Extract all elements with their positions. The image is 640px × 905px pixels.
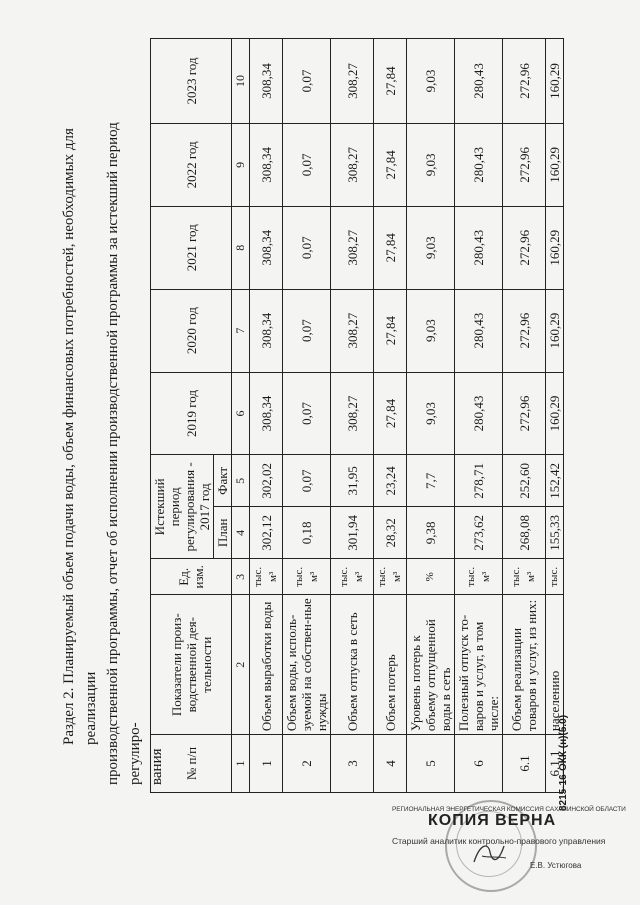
column-number-row (232, 39, 250, 793)
row-plan: 0,18 (283, 507, 331, 559)
heading-line-2: производственной программы, отчет об исполнении производственной программы за истекший период регулиро- (105, 122, 143, 785)
row-2023: 27,84 (374, 39, 407, 124)
row-number: 5 (407, 735, 455, 793)
row-fact: 252,60 (503, 455, 546, 507)
row-fact: 152,42 (546, 455, 564, 507)
column-number: 9 (232, 123, 250, 206)
row-2019: 308,34 (250, 372, 283, 455)
column-number: 6 (232, 372, 250, 455)
row-number: 6 (455, 735, 503, 793)
table-body (250, 39, 564, 793)
row-plan: 9,38 (407, 507, 455, 559)
stamp-position: Старший аналитик контрольно-правового управления (392, 836, 606, 846)
stamp-organization: РЕГИОНАЛЬНАЯ ЭНЕРГЕТИЧЕСКАЯ КОМИССИЯ САХАЛИНСКОЙ ОБЛАСТИ (392, 806, 626, 813)
table-row (283, 39, 331, 793)
row-2022: 0,07 (283, 123, 331, 206)
heading-line-3: вания (149, 748, 165, 785)
row-unit: тыс. м³ (455, 559, 503, 595)
row-plan: 302,12 (250, 507, 283, 559)
row-2021: 160,29 (546, 206, 564, 289)
row-2019: 0,07 (283, 372, 331, 455)
header-indicator: Показатели произ-водственной дея-тельности (151, 595, 232, 735)
row-2020: 308,34 (250, 289, 283, 372)
row-2023: 9,03 (407, 39, 455, 124)
row-fact: 31,95 (331, 455, 374, 507)
row-2023: 0,07 (283, 39, 331, 124)
header-num: № п/п (151, 735, 232, 793)
row-indicator: Полезный отпуск то-варов и услуг, в том числе: (455, 595, 503, 735)
header-2021: 2021 год (151, 206, 232, 289)
row-number: 4 (374, 735, 407, 793)
table-row (546, 39, 564, 793)
column-number: 5 (232, 455, 250, 507)
row-2022: 280,43 (455, 123, 503, 206)
row-indicator: Объем отпуска в сеть (331, 595, 374, 735)
row-2022: 308,34 (250, 123, 283, 206)
row-fact: 23,24 (374, 455, 407, 507)
production-table (150, 38, 564, 793)
row-2020: 308,27 (331, 289, 374, 372)
header-fact: Факт (214, 455, 232, 507)
column-number: 1 (232, 735, 250, 793)
row-indicator: Объем воды, исполь-зуемой на собствен-ные нужды (283, 595, 331, 735)
row-number: 6.1 (503, 735, 546, 793)
header-row (151, 39, 214, 793)
row-unit: % (407, 559, 455, 595)
row-fact: 278,71 (455, 455, 503, 507)
header-2022: 2022 год (151, 123, 232, 206)
header-2019: 2019 год (151, 372, 232, 455)
row-2023: 272,96 (503, 39, 546, 124)
row-unit: тыс. м³ (374, 559, 407, 595)
row-indicator: Объем реализации товаров и услуг, из них: (503, 595, 546, 735)
row-fact: 0,07 (283, 455, 331, 507)
row-2021: 27,84 (374, 206, 407, 289)
row-plan: 268,08 (503, 507, 546, 559)
row-unit: тыс. м³ (250, 559, 283, 595)
row-2019: 308,27 (331, 372, 374, 455)
row-2020: 9,03 (407, 289, 455, 372)
row-2022: 27,84 (374, 123, 407, 206)
row-unit: тыс. (546, 559, 564, 595)
row-2021: 0,07 (283, 206, 331, 289)
row-2019: 27,84 (374, 372, 407, 455)
header-2020: 2020 год (151, 289, 232, 372)
row-2021: 308,34 (250, 206, 283, 289)
heading-line-1: Раздел 2. Планируемый объем подачи воды, объем финансовых потребностей, необходимых для реализации (61, 128, 99, 745)
header-unit: Ед. изм. (151, 559, 232, 595)
row-number: 1 (250, 735, 283, 793)
table-row (503, 39, 546, 793)
row-plan: 28,32 (374, 507, 407, 559)
table-row (407, 39, 455, 793)
document-code: 8215-16-ОКК (н)(5.0) (558, 714, 569, 811)
row-2021: 280,43 (455, 206, 503, 289)
column-number: 7 (232, 289, 250, 372)
row-indicator: Объем выработки воды (250, 595, 283, 735)
column-number: 2 (232, 595, 250, 735)
row-indicator: населению (546, 595, 564, 735)
table-row (331, 39, 374, 793)
row-2023: 280,43 (455, 39, 503, 124)
row-2019: 272,96 (503, 372, 546, 455)
row-2019: 160,29 (546, 372, 564, 455)
row-unit: тыс. м³ (503, 559, 546, 595)
row-2020: 272,96 (503, 289, 546, 372)
row-2023: 308,27 (331, 39, 374, 124)
stamp-copy-verified: КОПИЯ ВЕРНА (428, 812, 557, 829)
column-number: 8 (232, 206, 250, 289)
row-2019: 280,43 (455, 372, 503, 455)
row-unit: тыс. м³ (283, 559, 331, 595)
row-number: 6.1.1 (546, 735, 564, 793)
row-2020: 0,07 (283, 289, 331, 372)
row-2022: 308,27 (331, 123, 374, 206)
row-plan: 155,33 (546, 507, 564, 559)
column-number: 3 (232, 559, 250, 595)
row-2020: 160,29 (546, 289, 564, 372)
table-row (374, 39, 407, 793)
header-2023: 2023 год (151, 39, 232, 124)
row-plan: 273,62 (455, 507, 503, 559)
row-2020: 27,84 (374, 289, 407, 372)
row-2021: 308,27 (331, 206, 374, 289)
row-2019: 9,03 (407, 372, 455, 455)
stamp-name: Е.В. Устюгова (530, 861, 582, 870)
signature (470, 838, 510, 868)
row-2022: 160,29 (546, 123, 564, 206)
row-indicator: Объем потерь (374, 595, 407, 735)
row-plan: 301,94 (331, 507, 374, 559)
header-past-period: Истекший период регулирования - 2017 год (151, 455, 214, 559)
row-indicator: Уровень потерь к объему отпущенной воды в сеть (407, 595, 455, 735)
header-plan: План (214, 507, 232, 559)
row-unit: тыс. м³ (331, 559, 374, 595)
column-number: 4 (232, 507, 250, 559)
row-2023: 160,29 (546, 39, 564, 124)
table-row (250, 39, 283, 793)
row-2021: 272,96 (503, 206, 546, 289)
row-2023: 308,34 (250, 39, 283, 124)
row-fact: 7,7 (407, 455, 455, 507)
row-number: 3 (331, 735, 374, 793)
table-row (455, 39, 503, 793)
row-2022: 9,03 (407, 123, 455, 206)
row-number: 2 (283, 735, 331, 793)
row-2020: 280,43 (455, 289, 503, 372)
row-2022: 272,96 (503, 123, 546, 206)
row-fact: 302,02 (250, 455, 283, 507)
row-2021: 9,03 (407, 206, 455, 289)
column-number: 10 (232, 39, 250, 124)
